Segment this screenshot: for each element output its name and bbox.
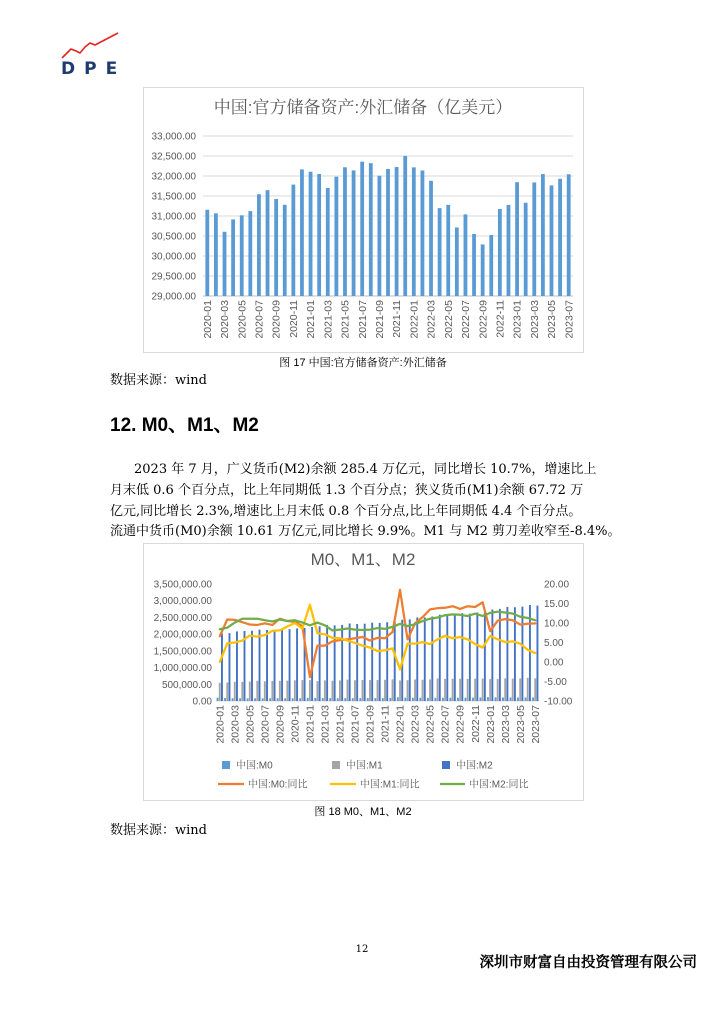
y-tick-label: 30,000.00: [151, 251, 196, 263]
x-tick-label: 2022-11: [494, 300, 507, 338]
x-tick-label: 2021-03: [319, 705, 332, 744]
m1-bar: [422, 680, 424, 701]
m1-bar: [249, 682, 251, 701]
fx-reserve-bar: [541, 174, 545, 296]
m2-bar: [484, 612, 486, 701]
m2-bar: [319, 626, 321, 701]
m0-bar: [299, 698, 301, 701]
paragraph-line: 月末低 0.6 个百分点，比上年同期低 1.3 个百分点；狭义货币(M1)余额 67.72 万: [110, 483, 584, 498]
m2-bar: [341, 625, 343, 701]
m0-bar: [480, 698, 482, 702]
y-tick-label: 29,000.00: [151, 291, 196, 303]
legend-swatch: [222, 761, 230, 769]
m0-bar: [532, 697, 534, 701]
fx-reserve-bar: [515, 182, 519, 296]
y-tick-label-left: 3,000,000.00: [153, 596, 212, 608]
legend-swatch: [442, 761, 450, 769]
x-tick-label: 2020-03: [219, 300, 232, 339]
m2-bar: [296, 628, 298, 701]
m1-bar: [362, 680, 364, 701]
m0-bar: [517, 698, 519, 701]
m0-bar: [427, 698, 429, 701]
m1-bar: [399, 680, 401, 701]
x-tick-label: 2020-01: [201, 300, 214, 339]
fx-reserve-bar: [283, 205, 287, 296]
m1-bar: [264, 681, 266, 701]
m0-bar: [344, 698, 346, 701]
m1-bar: [324, 680, 326, 701]
x-tick-label: 2020-09: [274, 705, 287, 744]
m0-bar: [247, 698, 249, 701]
y-tick-label-left: 500,000.00: [161, 679, 212, 691]
x-tick-label: 2022-09: [477, 300, 490, 339]
m1-bar: [369, 680, 371, 701]
m2-bar: [454, 614, 456, 701]
m1-bar: [219, 683, 221, 701]
m0-bar: [307, 698, 309, 701]
fx-reserve-bar: [507, 205, 511, 296]
m0-bar: [269, 698, 271, 701]
x-tick-label: 2022-07: [460, 300, 473, 339]
m1-bar: [226, 683, 228, 701]
m1-bar: [444, 679, 446, 701]
m1-bar: [482, 679, 484, 701]
x-tick-label: 2021-01: [305, 300, 318, 339]
x-tick-label: 2021-11: [391, 300, 404, 338]
m1-bar: [294, 680, 296, 701]
money-supply-chart: [143, 543, 584, 801]
x-tick-label: 2021-07: [349, 705, 362, 744]
y-tick-label-left: 2,500,000.00: [153, 612, 212, 624]
y-tick-label-left: 3,500,000.00: [153, 579, 212, 591]
x-tick-label: 2022-01: [408, 300, 421, 339]
m2-bar: [386, 622, 388, 701]
x-tick-label: 2023-03: [528, 300, 541, 339]
m0-bar: [412, 698, 414, 701]
y-tick-label-right: 20.00: [544, 579, 570, 591]
m2-bar: [244, 631, 246, 701]
x-tick-label: 2021-07: [356, 300, 369, 339]
m0-bar: [472, 698, 474, 701]
x-tick-label: 2023-03: [499, 705, 512, 744]
m0-bar: [495, 697, 497, 701]
paragraph-line: 亿元,同比增长 2.3%,增速比上月末低 0.8 个百分点,比上年同期低 4.4 个百分点。: [110, 504, 582, 519]
m0-bar: [449, 698, 451, 701]
x-tick-label: 2023-07: [529, 705, 542, 744]
fx-reserve-bar: [343, 167, 347, 296]
x-tick-label: 2023-07: [563, 300, 576, 339]
x-tick-label: 2022-01: [394, 705, 407, 744]
m0-bar: [322, 698, 324, 701]
fx-reserve-bar: [334, 177, 338, 296]
chart-title: M0、M1、M2: [310, 550, 416, 569]
fx-reserve-bar: [291, 185, 295, 296]
m2-bar: [364, 624, 366, 701]
x-tick-label: 2020-07: [253, 300, 266, 339]
m1-bar: [527, 678, 529, 701]
paragraph-line: 流通中货币(M0)余额 10.61 万亿元,同比增长 9.9%。M1 与 M2 剪刀差收窄至-8.4%。: [110, 524, 621, 539]
chart-title: 中国:官方储备资产:外汇储备（亿美元）: [213, 98, 513, 117]
m1-bar: [437, 678, 439, 701]
y-tick-label-right: 10.00: [544, 618, 570, 630]
fx-reserve-bar: [240, 215, 244, 296]
m0-bar: [502, 697, 504, 701]
y-tick-label: 33,000.00: [151, 131, 196, 143]
x-tick-label: 2020-03: [229, 705, 242, 744]
m0-bar: [284, 698, 286, 701]
x-tick-label: 2023-01: [484, 705, 497, 744]
m0-bar: [217, 698, 219, 701]
legend-label: 中国:M0:同比: [248, 779, 308, 791]
y-tick-label-right: 15.00: [544, 599, 570, 610]
fx-reserve-bar: [378, 176, 382, 296]
m1-bar: [331, 681, 333, 701]
legend-swatch: [332, 761, 340, 769]
fx-reserve-bar: [274, 199, 278, 296]
m2-bar: [349, 624, 351, 701]
legend-label: 中国:M2:同比: [469, 779, 529, 791]
m0-bar: [232, 698, 234, 701]
m0-bar: [329, 698, 331, 701]
y-tick-label: 30,500.00: [151, 231, 196, 243]
m2-bar: [476, 613, 478, 701]
m2-bar: [266, 630, 268, 701]
figure-18-caption: 图 18 M0、M1、M2: [314, 806, 412, 818]
logo-swoosh: [62, 33, 118, 58]
fx-reserve-bar: [550, 185, 554, 296]
m1-bar: [407, 680, 409, 701]
x-tick-label: 2020-01: [214, 705, 227, 744]
m2-bar: [394, 621, 396, 701]
fx-reserve-bar: [231, 219, 235, 296]
x-tick-label: 2020-05: [244, 705, 257, 744]
x-tick-label: 2022-09: [454, 705, 467, 744]
x-tick-label: 2022-07: [439, 705, 452, 744]
fx-reserve-bar: [326, 188, 330, 296]
m2-bar: [371, 623, 373, 701]
m2-bar: [461, 613, 463, 701]
x-tick-label: 2021-05: [334, 705, 347, 744]
fx-reserve-bar: [412, 167, 416, 296]
m2-bar: [221, 633, 223, 701]
fx-reserve-bar: [205, 210, 209, 296]
m1-bar: [354, 680, 356, 701]
m0-bar: [277, 698, 279, 701]
x-tick-label: 2022-03: [409, 705, 422, 744]
m0-bar: [389, 698, 391, 701]
m2-bar: [446, 615, 448, 701]
fx-reserve-bar: [403, 156, 407, 296]
x-tick-label: 2021-09: [374, 300, 386, 339]
page-number: 12: [355, 944, 369, 955]
x-tick-label: 2020-11: [289, 705, 302, 743]
m0-bar: [367, 698, 369, 701]
m0-bar: [254, 698, 256, 701]
m2-bar: [281, 629, 283, 701]
fx-reserve-bar: [360, 162, 364, 296]
m2-bar: [356, 624, 358, 701]
m2-bar: [506, 607, 508, 701]
y-tick-label-right: 0.00: [544, 657, 564, 669]
m0-bar: [224, 698, 226, 701]
m0-bar: [487, 697, 489, 701]
x-tick-label: 2021-01: [304, 705, 317, 744]
m0-bar: [337, 698, 339, 701]
m0-bar: [397, 697, 399, 701]
m2-bar: [439, 615, 441, 701]
y-tick-label: 29,500.00: [151, 271, 196, 283]
company-name: 深圳市财富自由投资管理有限公司: [479, 954, 697, 971]
x-tick-label: 2022-05: [424, 705, 437, 744]
x-tick-label: 2023-05: [514, 705, 527, 744]
fx-reserve-bar: [421, 170, 425, 296]
m0-bar: [359, 698, 361, 701]
m2-bar: [259, 630, 261, 701]
x-tick-label: 2023-05: [546, 300, 559, 339]
x-tick-label: 2020-11: [287, 300, 300, 338]
fx-reserve-bar: [369, 163, 373, 296]
m1-bar: [316, 681, 318, 701]
m0-bar: [314, 698, 316, 701]
figure-17-source: 数据来源：wind: [110, 373, 207, 388]
fx-reserve-bar: [524, 203, 528, 296]
m1-bar: [241, 682, 243, 701]
m2-bar: [251, 631, 253, 701]
fx-reserve-bar: [455, 227, 459, 296]
legend-label: 中国:M1:同比: [360, 779, 420, 791]
m1-bar: [347, 680, 349, 701]
logo-text: DPE: [61, 59, 127, 79]
fx-reserve-bar: [438, 208, 442, 296]
fx-reserve-bar: [498, 209, 502, 296]
m2-bar: [416, 617, 418, 701]
m1-bar: [519, 678, 521, 701]
m0-bar: [292, 698, 294, 701]
x-tick-label: 2020-05: [236, 300, 249, 339]
y-tick-label-left: 2,000,000.00: [153, 629, 212, 641]
m2-bar: [431, 617, 433, 701]
m2-bar: [469, 614, 471, 701]
y-tick-label-left: 1,000,000.00: [153, 663, 212, 675]
x-tick-label: 2022-03: [425, 300, 438, 339]
x-tick-label: 2021-11: [379, 705, 392, 743]
fx-reserve-bar: [429, 181, 433, 296]
y-tick-label-left: 0.00: [192, 696, 212, 708]
m1-bar: [474, 679, 476, 701]
fx-reserve-bar: [300, 169, 304, 296]
paragraph-line: 2023 年 7 月，广义货币(M2)余额 285.4 万亿元，同比增长 10.7%，增速比上: [134, 462, 597, 477]
m1-bar: [301, 680, 303, 701]
m1-bar: [489, 679, 491, 701]
fx-reserve-bar: [266, 190, 270, 296]
x-tick-label: 2022-11: [469, 705, 482, 743]
fx-reserve-bar: [481, 244, 485, 296]
m1-bar: [504, 678, 506, 701]
legend-label: 中国:M2: [456, 760, 493, 772]
x-tick-label: 2020-09: [270, 300, 283, 339]
m2-bar: [536, 606, 538, 701]
m1-bar: [256, 681, 258, 701]
fx-reserve-bar: [489, 235, 493, 296]
m1-bar: [339, 680, 341, 701]
fx-reserve-bar: [567, 174, 571, 296]
x-tick-label: 2020-07: [259, 705, 272, 744]
m2-bar: [491, 609, 493, 701]
m0-bar: [239, 698, 241, 701]
m1-bar: [271, 681, 273, 701]
x-tick-label: 2021-03: [322, 300, 335, 339]
m0-bar: [442, 698, 444, 701]
fx-reserve-bar: [464, 214, 468, 296]
m2-bar: [334, 625, 336, 701]
legend-label: 中国:M0: [236, 760, 273, 772]
m1-bar: [384, 680, 386, 701]
m0-bar: [434, 698, 436, 701]
m2-bar: [274, 630, 276, 701]
y-tick-label-right: -10.00: [544, 696, 573, 708]
fx-reserve-bar: [257, 194, 261, 296]
fx-reserve-bar: [472, 234, 476, 296]
fx-reserve-bar: [446, 205, 450, 296]
fx-reserve-bar: [309, 172, 313, 296]
y-tick-label-right: 5.00: [544, 638, 564, 649]
fx-reserve-bar: [532, 182, 536, 296]
fx-reserve-bar: [317, 174, 321, 296]
fx-reserve-bar: [223, 232, 227, 296]
m1-bar: [234, 682, 236, 701]
m2-bar: [289, 629, 291, 701]
m0-bar: [262, 698, 264, 701]
y-tick-label: 32,000.00: [151, 171, 196, 183]
y-tick-label: 31,500.00: [151, 191, 196, 203]
fx-reserve-bar: [352, 170, 356, 296]
x-tick-label: 2022-05: [442, 300, 455, 339]
m2-bar: [424, 617, 426, 701]
figure-17-caption: 图 17 中国:官方储备资产:外汇储备: [279, 357, 447, 369]
fx-reserve-bar: [558, 179, 562, 296]
m0-bar: [525, 697, 527, 701]
x-tick-label: 2023-01: [511, 300, 524, 339]
m0-bar: [457, 698, 459, 701]
m2-bar: [499, 609, 501, 701]
legend-label: 中国:M1: [346, 760, 383, 772]
m1-bar: [429, 679, 431, 701]
m1-bar: [392, 679, 394, 701]
m1-bar: [452, 679, 454, 701]
m0-bar: [382, 698, 384, 701]
y-tick-label-left: 1,500,000.00: [153, 646, 212, 658]
figure-18-source: 数据来源：wind: [110, 823, 207, 838]
m1-bar: [534, 678, 536, 701]
m1-bar: [414, 679, 416, 701]
y-tick-label-right: -5.00: [544, 677, 567, 688]
m1-bar: [512, 679, 514, 701]
m0-bar: [404, 698, 406, 701]
fx-reserves-chart: [143, 87, 584, 353]
m1-bar: [309, 680, 311, 701]
m1-bar: [467, 679, 469, 701]
m0-bar: [464, 698, 466, 701]
m1-bar: [459, 679, 461, 701]
m1-bar: [497, 679, 499, 701]
fx-reserve-bar: [214, 213, 218, 296]
fx-reserve-bar: [386, 169, 390, 296]
m1-bar: [377, 680, 379, 701]
m0-bar: [374, 698, 376, 701]
y-tick-label: 31,000.00: [151, 211, 196, 223]
m0-bar: [510, 697, 512, 701]
m1-bar: [279, 681, 281, 701]
fx-reserve-bar: [248, 211, 252, 296]
x-tick-label: 2021-09: [364, 705, 377, 744]
y-tick-label: 32,500.00: [151, 151, 196, 163]
m1-bar: [286, 681, 288, 701]
section-heading: 12. M0、M1、M2: [110, 415, 259, 436]
m0-bar: [419, 698, 421, 701]
m0-bar: [352, 698, 354, 701]
fx-reserve-bar: [395, 167, 399, 296]
x-tick-label: 2021-05: [339, 300, 352, 339]
m2-bar: [521, 607, 523, 701]
m2-bar: [379, 623, 381, 701]
